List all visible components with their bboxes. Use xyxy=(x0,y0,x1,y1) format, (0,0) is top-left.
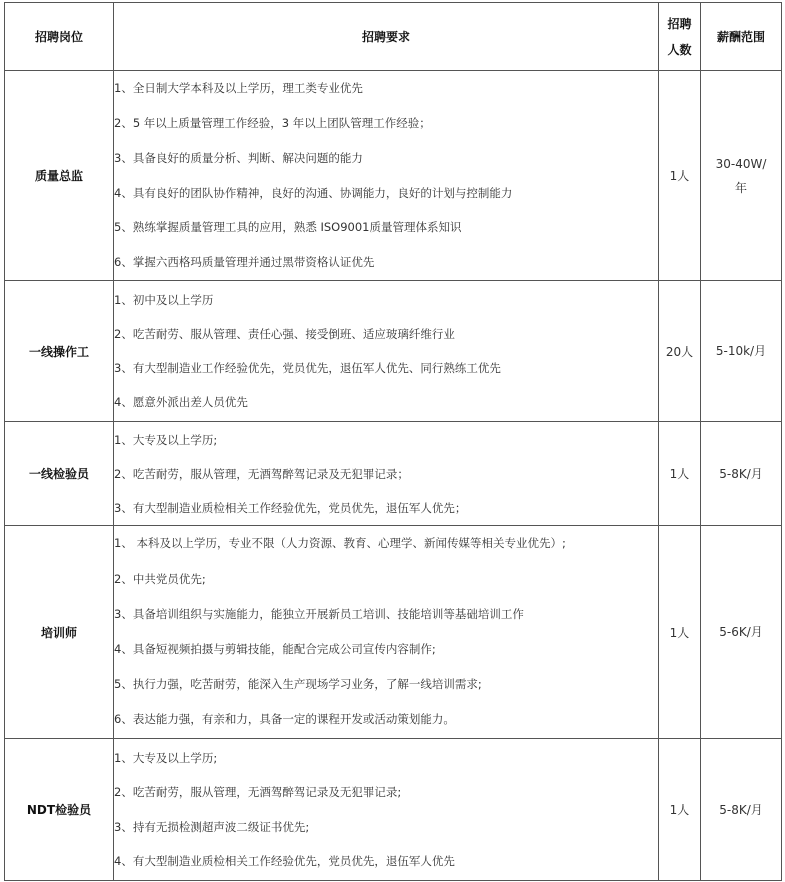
position-cell: 一线检验员 xyxy=(5,422,114,526)
requirement-item: 1、 本科及以上学历，专业不限（人力资源、教育、心理学、新闻传媒等相关专业优先）; xyxy=(114,536,566,551)
requirement-item: 5、执行力强，吃苦耐劳，能深入生产现场学习业务，了解一线培训需求; xyxy=(114,677,482,692)
salary-line2: 年 xyxy=(734,180,747,195)
requirement-item: 4、具有良好的团队协作精神，良好的沟通、协调能力，良好的计划与控制能力 xyxy=(114,185,513,200)
requirement-item: 2、吃苦耐劳，服从管理，无酒驾醉驾记录及无犯罪记录; xyxy=(114,785,402,799)
salary-cell xyxy=(701,71,782,281)
salary-cell xyxy=(701,422,782,526)
header-headcount-line2: 人数 xyxy=(667,42,692,57)
requirements-cell xyxy=(114,739,659,881)
position-cell: 一线操作工 xyxy=(5,281,114,422)
salary-line1: 5-8K/月 xyxy=(719,802,763,817)
requirement-item: 3、持有无损检测超声波二级证书优先; xyxy=(114,819,310,834)
salary-line1: 30-40W/ xyxy=(715,156,767,171)
header-row xyxy=(5,3,782,71)
requirement-item: 2、吃苦耐劳、服从管理、责任心强、接受倒班、适应玻璃纤维行业 xyxy=(114,326,455,341)
requirement-item: 2、5 年以上质量管理工作经验，3 年以上团队管理工作经验； xyxy=(114,116,431,131)
header-headcount xyxy=(659,3,701,71)
headcount-cell: 1人 xyxy=(659,739,701,881)
headcount-cell: 1人 xyxy=(659,526,701,739)
salary-cell xyxy=(701,526,782,739)
salary-cell xyxy=(701,281,782,422)
recruitment-table xyxy=(4,2,782,881)
requirement-item: 2、吃苦耐劳，服从管理，无酒驾醉驾记录及无犯罪记录； xyxy=(114,466,409,481)
requirement-item: 2、中共党员优先; xyxy=(114,571,206,586)
requirement-item: 1、初中及以上学历 xyxy=(114,292,214,307)
header-position: 招聘岗位 xyxy=(5,3,114,71)
requirement-item: 6、掌握六西格玛质量管理并通过黑带资格认证优先 xyxy=(114,254,375,269)
salary-line1: 5-6K/月 xyxy=(719,625,763,639)
salary-cell xyxy=(701,739,782,881)
requirement-item: 3、有大型制造业工作经验优先，党员优先，退伍军人优先、同行熟练工优先 xyxy=(114,361,501,375)
requirement-item: 3、有大型制造业质检相关工作经验优先，党员优先，退伍军人优先； xyxy=(114,500,467,515)
table-row xyxy=(5,526,782,739)
table-row xyxy=(5,739,782,881)
headcount-cell: 1人 xyxy=(659,422,701,526)
requirement-item: 1、全日制大学本科及以上学历，理工类专业优先 xyxy=(114,81,363,96)
requirement-item: 5、熟练掌握质量管理工具的应用，熟悉 ISO9001质量管理体系知识 xyxy=(114,220,462,235)
headcount-cell: 20人 xyxy=(659,281,701,422)
header-salary: 薪酬范围 xyxy=(701,3,782,71)
salary-line1: 5-8K/月 xyxy=(719,466,763,481)
requirement-item: 3、具备培训组织与实施能力，能独立开展新员工培训、技能培训等基础培训工作 xyxy=(114,606,524,621)
requirements-cell xyxy=(114,281,659,422)
table-row xyxy=(5,281,782,422)
requirements-cell xyxy=(114,71,659,281)
requirement-item: 1、大专及以上学历; xyxy=(114,432,218,447)
requirements-cell xyxy=(114,526,659,739)
position-cell: 质量总监 xyxy=(5,71,114,281)
requirement-item: 6、表达能力强，有亲和力，具备一定的课程开发或活动策划能力。 xyxy=(114,712,455,727)
table-row xyxy=(5,71,782,281)
salary-line1: 5-10k/月 xyxy=(715,344,767,358)
header-requirements: 招聘要求 xyxy=(114,3,659,71)
header-headcount-line1: 招聘 xyxy=(667,16,692,31)
requirements-cell xyxy=(114,422,659,526)
requirement-item: 1、大专及以上学历; xyxy=(114,750,218,765)
requirement-item: 3、具备良好的质量分析、判断、解决问题的能力 xyxy=(114,150,363,165)
requirement-item: 4、愿意外派出差人员优先 xyxy=(114,395,248,410)
table-row xyxy=(5,422,782,526)
requirement-item: 4、具备短视频拍摄与剪辑技能，能配合完成公司宣传内容制作; xyxy=(114,642,436,656)
position-cell: 培训师 xyxy=(5,526,114,739)
headcount-cell: 1人 xyxy=(659,71,701,281)
position-cell: NDT检验员 xyxy=(5,739,114,881)
requirement-item: 4、有大型制造业质检相关工作经验优先，党员优先，退伍军人优先 xyxy=(114,854,455,868)
